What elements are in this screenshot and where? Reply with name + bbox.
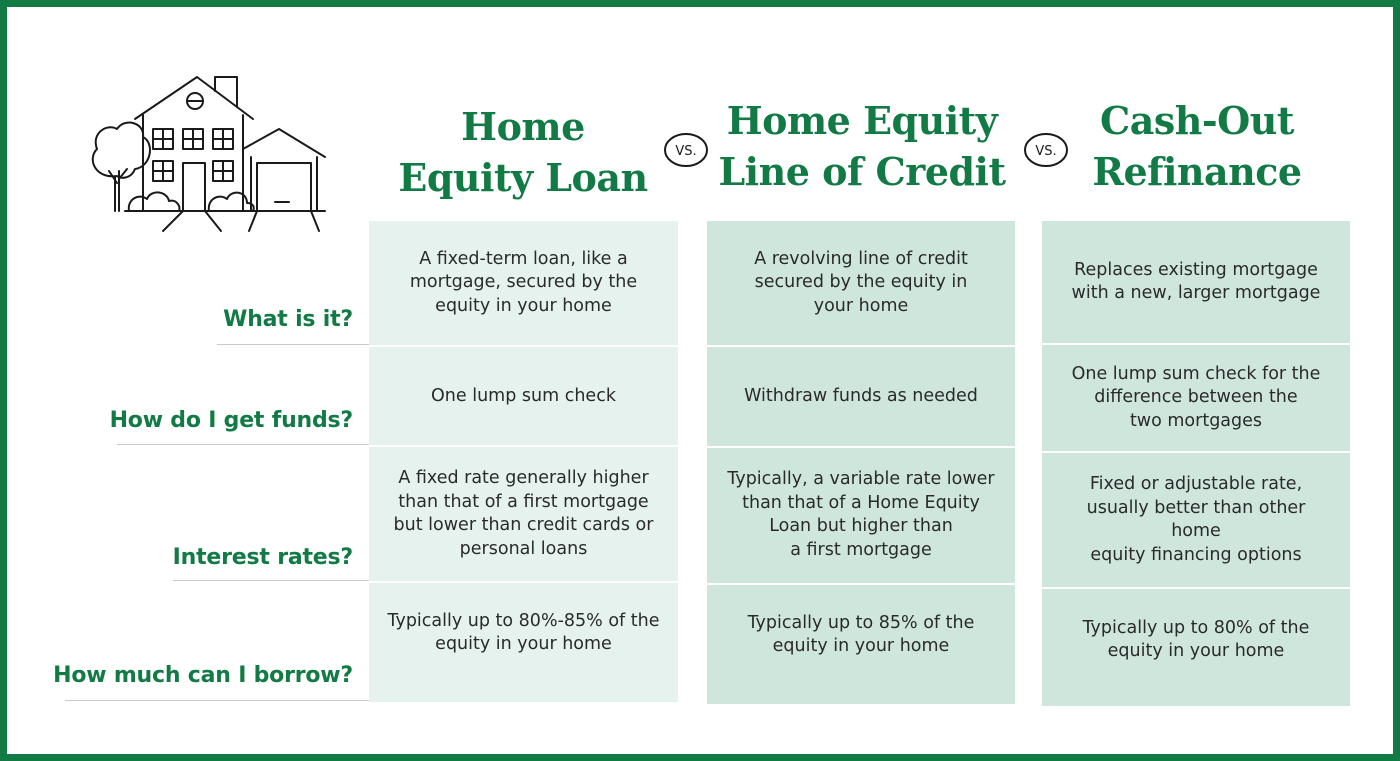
row-divider [173,580,369,581]
row-label-what-is-it: What is it? [223,307,353,332]
column-title-home-equity-loan [373,101,673,203]
cell-how-much: Typically up to 80% of the equity in your home [1082,617,1310,661]
row-divider [65,700,369,701]
vs-label: VS. [675,144,697,159]
cell-interest-rates: Typically, a variable rate lower than that of a Home Equity Loan but higher than a first mortgage [727,469,995,560]
column-title-line: Refinance [1092,149,1302,194]
column-title-heloc [707,95,1017,197]
cell-how-much: Typically up to 80%-85% of the equity in your home [387,610,660,654]
column-cash-out-refinance [1042,221,1350,706]
column-title-line: Home [461,104,585,149]
column-title-line: Cash-Out [1100,98,1294,143]
cell-how-get-funds: One lump sum check for the difference between the two mortgages [1071,363,1321,431]
column-title-line: Home Equity [726,98,998,143]
column-heloc [707,221,1015,704]
cell-what-is-it: Replaces existing mortgage with a new, larger mortgage [1071,259,1321,303]
column-title-cash-out-refinance [1047,95,1347,197]
row-label-how-get-funds: How do I get funds? [109,408,353,433]
cell-interest-rates: A fixed rate generally higher than that of a first mortgage but lower than credit cards or personal loans [393,468,654,559]
house-illustration [85,71,330,236]
row-divider [117,444,369,445]
cell-what-is-it: A fixed-term loan, like a mortgage, secured by the equity in your home [409,248,638,316]
row-label-how-much: How much can I borrow? [53,663,353,688]
row-divider [217,344,369,345]
cell-how-get-funds: Withdraw funds as needed [744,386,978,407]
cell-interest-rates: Fixed or adjustable rate, usually better than other home equity financing options [1086,474,1306,565]
vs-label: VS. [1035,144,1057,159]
row-label-interest-rates: Interest rates? [172,545,353,570]
column-home-equity-loan [369,221,678,702]
cell-how-get-funds: One lump sum check [431,386,616,407]
column-title-line: Equity Loan [398,155,648,200]
column-title-line: Line of Credit [718,149,1006,194]
cell-what-is-it: A revolving line of credit secured by the equity in your home [754,248,968,316]
cell-how-much: Typically up to 85% of the equity in your home [747,612,975,656]
vs-circle-icon [663,131,709,169]
